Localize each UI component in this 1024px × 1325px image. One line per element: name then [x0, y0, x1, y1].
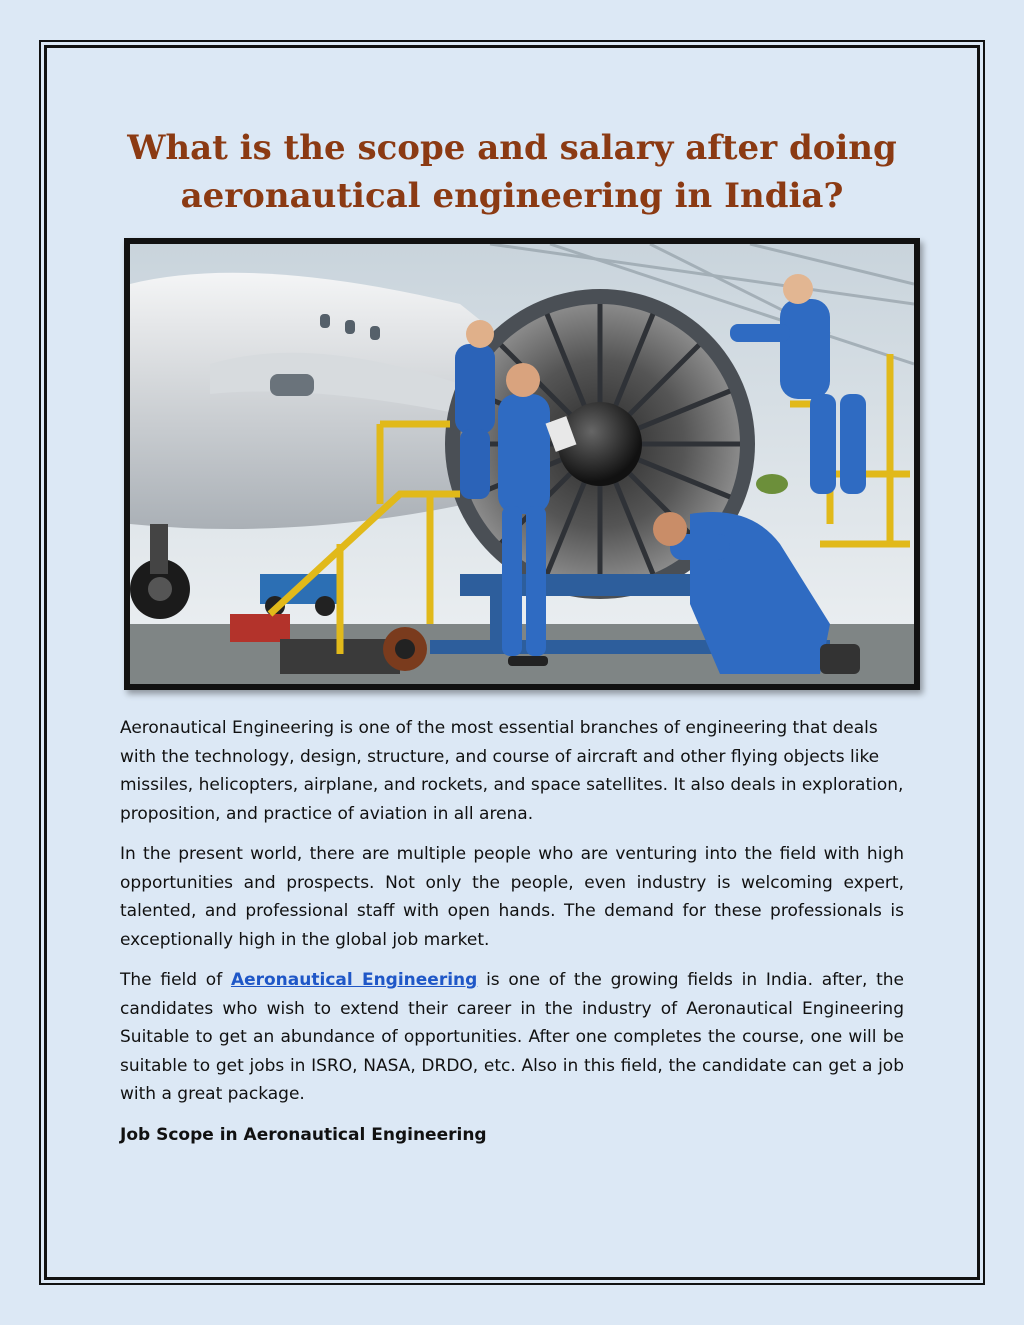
hangar-engine-photo [130, 244, 914, 684]
paragraph-intro: Aeronautical Engineering is one of the most essential branches of engineering that deals with the technology, design, structure, and course of aircraft and other flying objects like missiles, helicopters, airplane, and rockets, and space satellites. It also deals in exploration, proposition, and practice of aviation in all arena. [120, 718, 904, 824]
hero-image [124, 238, 920, 690]
paragraph-field-lead: The field of [120, 970, 231, 990]
paragraph-field-rest: is one of the growing fields in India. after, the candidates who wish to extend their career in the industry of Aeronautical Engineering Suitable to get an abundance of opportunities. After one completes the course, one will be suitable to get jobs in ISRO, NASA, DRDO, etc. Also in this field, the candidate can get a job with a great package. [120, 970, 905, 1104]
article-body [120, 714, 904, 1161]
paragraph-present-world: In the present world, there are multiple people who are venturing into the field with high opportunities and prospects. Not only the people, even industry is welcoming expert, talented, and professional staff with open hands. The demand for these professionals is exceptionally high in the global job market. [120, 844, 904, 950]
section-subheading: Job Scope in Aeronautical Engineering [120, 1124, 487, 1145]
page-title: What is the scope and salary after doing aeronautical engineering in India? [127, 128, 897, 216]
aeronautical-engineering-link[interactable]: Aeronautical Engineering [230, 970, 478, 990]
paragraph-field [120, 966, 904, 1109]
